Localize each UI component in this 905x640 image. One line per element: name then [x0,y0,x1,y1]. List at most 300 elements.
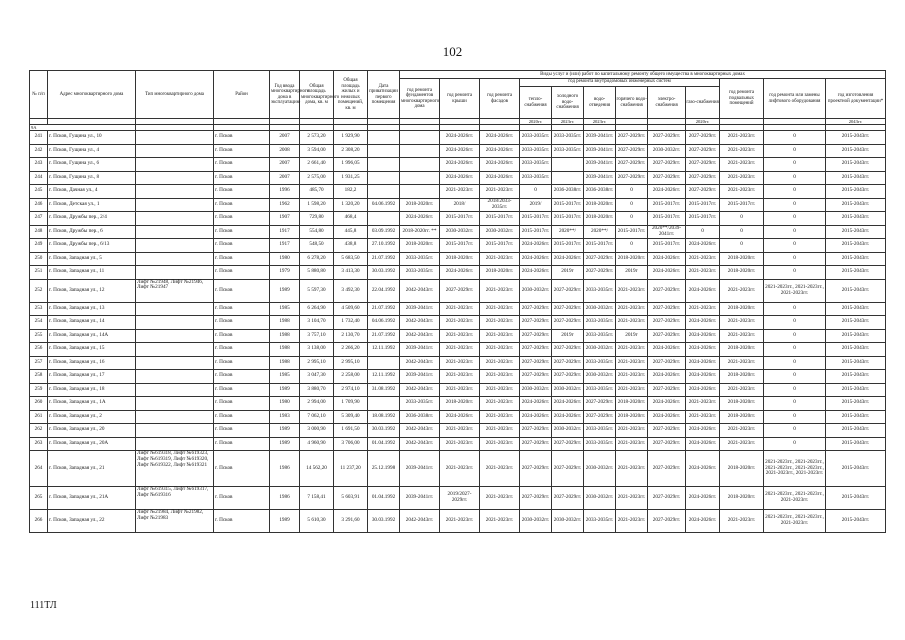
cell-elevator-year: 0 [764,198,826,212]
cell-roof-year: 2021-2023гг. [440,329,480,343]
cell-facade-year: 2021-2023гг. [480,383,520,397]
cell-hot-water-year: 2021-2023гг. [616,451,648,487]
cell-basement-year: 2021-2023гг. [720,316,764,330]
cell-facade-year: 2021-2023гг. [480,370,520,384]
section-label: 9А [30,125,136,131]
cell-row-number: 245 [30,185,48,199]
cell-house-type [136,171,214,185]
cell-hot-water-year: 2021-2023гг. [616,343,648,357]
cell-roof-year: 2021-2023гг. [440,370,480,384]
cell-sewer-year: 2030-2032гг. [584,370,616,384]
cell-district: г. Псков [214,158,270,172]
cell-living-area: 1 996,05 [334,158,368,172]
cell-cold-water-year: 2027-2029гг. [552,487,584,510]
cell-hot-water-year: 2027-2029гг. [616,131,648,145]
cell-design-year: 2015-2043гг. [826,383,886,397]
cell-facade-year: 2030-2032гг. [480,225,520,239]
cell-row-number: 266 [30,510,48,533]
cell-row-number: 250 [30,252,48,266]
cell-heat-year: 2027-2029гг. [520,437,552,451]
table-row [30,252,886,266]
table-row [30,158,886,172]
cell-row-number: 265 [30,487,48,510]
cell-basement-year: 0 [720,239,764,253]
table-row [30,370,886,384]
cell-heat-year: 2024-2026гг. [520,410,552,424]
cell-year-built: 1989 [270,510,300,533]
cell-cold-water-year: 2027-2029гг. [552,343,584,357]
cell-hot-water-year: 2021-2023гг. [616,383,648,397]
header-facade: год ремонта фасадов [480,79,520,119]
cell-foundation-year: 2042-2043гг. [400,279,440,302]
cell-address: г. Псков, Западная ул., 1А [48,397,136,411]
cell-privatization-date [368,144,400,158]
cell-roof-year: 2018-2020гг. [440,252,480,266]
cell-electric-year: 2015-2017гг. [648,239,686,253]
cell-cold-water-year [552,158,584,172]
cell-address: г. Псков, Дружбы пер., 6/13 [48,239,136,253]
cell-year-built: 1988 [270,329,300,343]
cell-year-built: 1988 [270,343,300,357]
cell-address: г. Псков, Западная ул., 21А [48,487,136,510]
cell-total-area: 729,80 [300,212,334,226]
header-district: Район [214,71,270,119]
cell-electric-year: 2027-2029гг. [648,424,686,438]
cell-basement-year: 2021-2023гг. [720,437,764,451]
cell-house-type [136,266,214,280]
cell-total-area: 3 104,70 [300,316,334,330]
header-heat: тепло-снабжения [520,87,552,118]
cell-electric-year: 2024-2026гг. [648,252,686,266]
cell-row-number: 252 [30,279,48,302]
cell-district: г. Псков [214,329,270,343]
cell-design-year: 2015-2043гг. [826,343,886,357]
cell-total-area: 7 062,10 [300,410,334,424]
table-row [30,356,886,370]
cell-district: г. Псков [214,185,270,199]
cell-foundation-year: 2042-2043гг. [400,356,440,370]
cell-district: г. Псков [214,370,270,384]
cell-address: г. Псков, Западная ул., 12 [48,279,136,302]
table-row [30,171,886,185]
cell-sewer-year: 2033-2035гг. [584,316,616,330]
cell-cold-water-year: 2024-2026гг. [552,397,584,411]
cell-gas-year: 2027-2029гг. [686,131,720,145]
year-mark: 2023гг. [552,119,584,125]
cell-privatization-date: 21.07.1992 [368,252,400,266]
cell-gas-year: 2024-2026гг. [686,329,720,343]
cell-roof-year: 2015-2017гг. [440,212,480,226]
cell-gas-year: 2024-2026гг. [686,356,720,370]
cell-basement-year: 2021-2023гг. [720,144,764,158]
cell-privatization-date: 21.07.1992 [368,302,400,316]
cell-privatization-date: 01.04.1992 [368,437,400,451]
cell-electric-year: 2027-2029гг. [648,451,686,487]
cell-design-year: 2015-2043гг. [826,487,886,510]
cell-living-area: 182,2 [334,185,368,199]
cell-basement-year: 2021-2023гг. [720,131,764,145]
cell-design-year: 2015-2043гг. [826,451,886,487]
cell-foundation-year: 2033-2035гг. [400,397,440,411]
cell-elevator-year: 2021-2023гг., 2021-2023гг., 2021-2023гг., 2021-2023гг., 2021-2023гг., 2021-2023гг. [764,451,826,487]
cell-electric-year: 2024-2026гг. [648,410,686,424]
cell-cold-water-year: 2036-2038гг. [552,185,584,199]
cell-roof-year: 2021-2023гг. [440,343,480,357]
cell-elevator-year: 0 [764,131,826,145]
table-row [30,144,886,158]
cell-year-built: 1986 [270,451,300,487]
cell-basement-year: 2021-2023гг. [720,329,764,343]
cell-house-type [136,437,214,451]
cell-heat-year: 2033-2035гг. [520,144,552,158]
cell-facade-year: 2021-2023гг. [480,279,520,302]
cell-district: г. Псков [214,383,270,397]
cell-foundation-year: 2039-2041гг. [400,451,440,487]
cell-basement-year: 0 [720,212,764,226]
cell-row-number: 241 [30,131,48,145]
cell-gas-year: 2021-2023гг. [686,397,720,411]
cell-total-area: 7 158,41 [300,487,334,510]
cell-heat-year: 2024-2026гг. [520,252,552,266]
cell-basement-year: 2018-2020гг. [720,451,764,487]
cell-year-built: 2007 [270,131,300,145]
cell-year-built: 1986 [270,487,300,510]
cell-basement-year: 2018-2020гг. [720,487,764,510]
cell-cold-water-year: 2024-2026гг. [552,410,584,424]
cell-gas-year: 2027-2029гг. [686,171,720,185]
table-row [30,397,886,411]
cell-gas-year: 2024-2026гг. [686,487,720,510]
cell-total-area: 554,80 [300,225,334,239]
header-living-area: Общая площадь жилых и нежилых помещений, кв. м [334,71,368,119]
cell-living-area: 4 509,60 [334,302,368,316]
header-electric: электро-снабжения [648,87,686,118]
cell-house-type [136,158,214,172]
cell-elevator-year: 0 [764,252,826,266]
cell-cold-water-year: 2027-2029гг. [552,451,584,487]
cell-district: г. Псков [214,302,270,316]
cell-year-built: 1989 [270,279,300,302]
cell-district: г. Псков [214,225,270,239]
cell-sewer-year: 2027-2029гг. [584,397,616,411]
cell-sewer-year: 2033-2035гг. [584,437,616,451]
cell-hot-water-year: 2018-2020гг. [616,397,648,411]
cell-address: г. Псков, Западная ул., 14А [48,329,136,343]
cell-hot-water-year: 2027-2029гг. [616,144,648,158]
cell-living-area: 1 732,40 [334,316,368,330]
cell-gas-year: 2027-2029гг. [686,185,720,199]
cell-hot-water-year: 2021-2023гг. [616,356,648,370]
cell-hot-water-year: 2021-2023гг. [616,487,648,510]
cell-roof-year: 2024-2026гг. [440,171,480,185]
cell-elevator-year: 0 [764,225,826,239]
cell-roof-year: 2024-2026гг. [440,410,480,424]
table-row [30,279,886,302]
cell-basement-year: 2015-2017гг. [720,198,764,212]
cell-year-built: 2007 [270,158,300,172]
cell-address: г. Псков, Западная ул., 14 [48,316,136,330]
cell-heat-year: 2027-2029гг. [520,316,552,330]
cell-address: г. Псков, Гущина ул., 6 [48,158,136,172]
cell-gas-year: 2024-2026гг. [686,343,720,357]
cell-total-area: 2 995,10 [300,356,334,370]
header-engineering-title: год ремонта внутридомовых инженерных систем [520,79,719,87]
cell-gas-year: 2021-2023гг. [686,252,720,266]
cell-year-built: 1980 [270,397,300,411]
cell-design-year: 2015-2043гг. [826,437,886,451]
cell-sewer-year: 2027-2029гг. [584,410,616,424]
cell-roof-year: 2024-2026гг. [440,131,480,145]
table-row [30,410,886,424]
cell-elevator-year: 0 [764,424,826,438]
cell-privatization-date: 30.03.1992 [368,266,400,280]
cell-heat-year: 2024-2026гг. [520,239,552,253]
cell-district: г. Псков [214,316,270,330]
cell-row-number: 254 [30,316,48,330]
cell-electric-year: 2024-2026гг. [648,343,686,357]
cell-foundation-year: 2042-2043гг. [400,329,440,343]
cell-house-type [136,302,214,316]
cell-elevator-year: 2021-2023гг., 2021-2023гг., 2021-2023гг. [764,510,826,533]
cell-elevator-year: 0 [764,383,826,397]
table-row [30,383,886,397]
cell-privatization-date: 01.04.1992 [368,487,400,510]
cell-facade-year: 2021-2023гг. [480,437,520,451]
cell-electric-year: 2027-2029гг. [648,487,686,510]
cell-basement-year: 2021-2023гг. [720,185,764,199]
cell-design-year: 2015-2043гг. [826,316,886,330]
cell-address: г. Псков, Западная ул., 16 [48,356,136,370]
header-gas: газо-снабжения [686,99,719,105]
cell-house-type [136,370,214,384]
cell-gas-year: 2024-2026гг. [686,424,720,438]
cell-house-type [136,424,214,438]
cell-electric-year: 2027-2029гг. [648,131,686,145]
cell-row-number: 262 [30,424,48,438]
cell-facade-year: 2024-2026гг. [480,144,520,158]
table-row [30,185,886,199]
cell-row-number: 244 [30,171,48,185]
cell-row-number: 242 [30,144,48,158]
cell-address: г. Псков, Западная ул., 5 [48,252,136,266]
cell-foundation-year: 2042-2043гг. [400,316,440,330]
cell-total-area: 5 880,80 [300,266,334,280]
cell-gas-year: 0 [686,225,720,239]
cell-gas-year: 2024-2026гг. [686,451,720,487]
cell-total-area: 3 880,70 [300,383,334,397]
cell-privatization-date [368,356,400,370]
cell-house-type [136,343,214,357]
cell-cold-water-year: 2027-2029гг. [552,370,584,384]
cell-design-year: 2015-2043гг. [826,185,886,199]
cell-hot-water-year: 2027-2029гг. [616,158,648,172]
cell-facade-year: 2021-2023гг. [480,356,520,370]
cell-gas-year: 2024-2026гг. [686,437,720,451]
cell-heat-year: 2019/ [520,198,552,212]
cell-row-number: 255 [30,329,48,343]
cell-hot-water-year: 2021-2023гг. [616,437,648,451]
cell-year-built: 1962 [270,198,300,212]
cell-district: г. Псков [214,424,270,438]
cell-privatization-date: 30.03.1992 [368,510,400,533]
cell-sewer-year: 2015-2017гг. [584,239,616,253]
cell-year-built: 1988 [270,356,300,370]
cell-elevator-year: 0 [764,185,826,199]
cell-privatization-date [368,171,400,185]
cell-row-number: 253 [30,302,48,316]
cell-privatization-date [368,212,400,226]
cell-design-year: 2015-2043гг. [826,212,886,226]
cell-design-year: 2015-2043гг. [826,397,886,411]
cell-electric-year: 2027-2029гг. [648,356,686,370]
cell-basement-year: 2018-2020гг. [720,370,764,384]
cell-house-type [136,356,214,370]
cell-basement-year: 2021-2023гг. [720,356,764,370]
cell-sewer-year: 2027-2029гг. [584,252,616,266]
cell-foundation-year: 2042-2043гг. [400,383,440,397]
cell-house-type [136,410,214,424]
cell-basement-year: 2021-2023гг. [720,383,764,397]
cell-sewer-year: 2033-2035гг. [584,279,616,302]
cell-hot-water-year: 2021-2023гг. [616,302,648,316]
table-row [30,424,886,438]
cell-row-number: 257 [30,356,48,370]
cell-district: г. Псков [214,356,270,370]
cell-address: г. Псков, Западная ул., 11 [48,266,136,280]
cell-design-year: 2015-2043гг. [826,239,886,253]
cell-house-type [136,316,214,330]
cell-row-number: 248 [30,225,48,239]
cell-privatization-date: 25.12.1998 [368,451,400,487]
cell-year-built: 1907 [270,212,300,226]
cell-basement-year: 2021-2023гг. [720,279,764,302]
cell-living-area: 11 237,20 [334,451,368,487]
cell-year-built: 1988 [270,316,300,330]
cell-living-area: 3 492,30 [334,279,368,302]
cell-electric-year: 2024-2026гг. [648,370,686,384]
cell-total-area: 1 598,20 [300,198,334,212]
cell-elevator-year: 0 [764,144,826,158]
cell-sewer-year: 2039-2041гг. [584,131,616,145]
cell-address: г. Псков, Западная ул., 20А [48,437,136,451]
cell-facade-year: 2021-2023гг. [480,185,520,199]
cell-privatization-date: 04.06.1992 [368,198,400,212]
cell-house-type [136,212,214,226]
cell-design-year: 2015-2043гг. [826,279,886,302]
cell-cold-water-year: 2020**/ [552,225,584,239]
cell-total-area: 6 264,90 [300,302,334,316]
cell-address: г. Псков, Дачная ул., 4 [48,185,136,199]
cell-roof-year: 2021-2023гг. [440,383,480,397]
cell-district: г. Псков [214,131,270,145]
cell-address: г. Псков, Дружбы пер., 2/4 [48,212,136,226]
table-row [30,212,886,226]
cell-sewer-year: 2033-2035гг. [584,383,616,397]
cell-year-built: 1996 [270,185,300,199]
cell-year-built: 1985 [270,302,300,316]
cell-heat-year: 2015-2017гг. [520,225,552,239]
cell-living-area: 3 291,60 [334,510,368,533]
cell-row-number: 247 [30,212,48,226]
cell-design-year: 2015-2043гг. [826,329,886,343]
cell-district: г. Псков [214,198,270,212]
cell-sewer-year: 2039-2041гг. [584,158,616,172]
cell-district: г. Псков [214,144,270,158]
cell-privatization-date: 30.03.1992 [368,424,400,438]
cell-hot-water-year: 0 [616,198,648,212]
cell-facade-year: 2018-2020гг. [480,266,520,280]
cell-facade-year: 2021-2023гг. [480,252,520,266]
cell-roof-year: 2021-2023гг. [440,356,480,370]
table-row [30,316,886,330]
cell-design-year: 2015-2043гг. [826,356,886,370]
cell-gas-year: 2024-2026гг. [686,239,720,253]
cell-row-number: 246 [30,198,48,212]
cell-facade-year: 2024-2026гг. [480,131,520,145]
cell-roof-year: 2021-2023гг. [440,437,480,451]
cell-address: г. Псков, Западная ул., 20 [48,424,136,438]
cell-address: г. Псков, Западная ул., 21 [48,451,136,487]
header-hot-water: горячего водо-снабжения [616,87,648,118]
cell-foundation-year: 2036-2038гг. [400,410,440,424]
cell-gas-year: 2024-2026гг. [686,383,720,397]
cell-address: г. Псков, Западная ул., 17 [48,370,136,384]
cell-total-area: 2 661,40 [300,158,334,172]
cell-address: г. Псков, Гущина ул., 4 [48,144,136,158]
cell-hot-water-year: 2021-2023гг. [616,279,648,302]
cell-basement-year: 2021-2023гг. [720,510,764,533]
cell-year-built: 1985 [270,370,300,384]
cell-district: г. Псков [214,410,270,424]
cell-sewer-year: 2030-2032гг. [584,487,616,510]
cell-heat-year: 2027-2029гг. [520,487,552,510]
cell-electric-year: 2030-2032гг. [648,144,686,158]
cell-total-area: 2 575,00 [300,171,334,185]
cell-electric-year: 2015-2017гг. [648,212,686,226]
year-mark: 2043гг. [826,119,886,125]
cell-total-area: 3 594,00 [300,144,334,158]
cell-district: г. Псков [214,266,270,280]
cell-living-area: 2 130,70 [334,329,368,343]
cell-privatization-date: 03.09.1992 [368,225,400,239]
cell-gas-year: 2027-2029гг. [686,158,720,172]
cell-facade-year: 2021-2023гг. [480,343,520,357]
cell-elevator-year: 0 [764,212,826,226]
cell-living-area: 1 709,90 [334,397,368,411]
cell-roof-year: 2018-2020гг. [440,397,480,411]
cell-total-area: 4 960,90 [300,437,334,451]
cell-hot-water-year: 2027-2029гг. [616,171,648,185]
cell-hot-water-year: 0 [616,239,648,253]
cell-foundation-year: 2039-2041гг. [400,487,440,510]
cell-year-built: 1983 [270,410,300,424]
cell-foundation-year [400,144,440,158]
cell-hot-water-year: 2018-2020гг. [616,410,648,424]
header-privatization-date: Дата приватизации первого помещения [368,71,400,119]
cell-roof-year: 2021-2023гг. [440,451,480,487]
page-number: 102 [442,44,463,59]
cell-design-year: 2015-2043гг. [826,266,886,280]
cell-heat-year: 2027-2029гг. [520,424,552,438]
cell-roof-year: 2018/ [440,198,480,212]
header-total-area: Общая площадь многоквартирного дома, кв. м [300,71,334,119]
cell-privatization-date [368,397,400,411]
cell-row-number: 256 [30,343,48,357]
cell-privatization-date [368,158,400,172]
cell-heat-year: 2024-2026гг. [520,266,552,280]
cell-sewer-year: 2039-2041гг. [584,171,616,185]
cell-cold-water-year: 2027-2029гг. [552,302,584,316]
